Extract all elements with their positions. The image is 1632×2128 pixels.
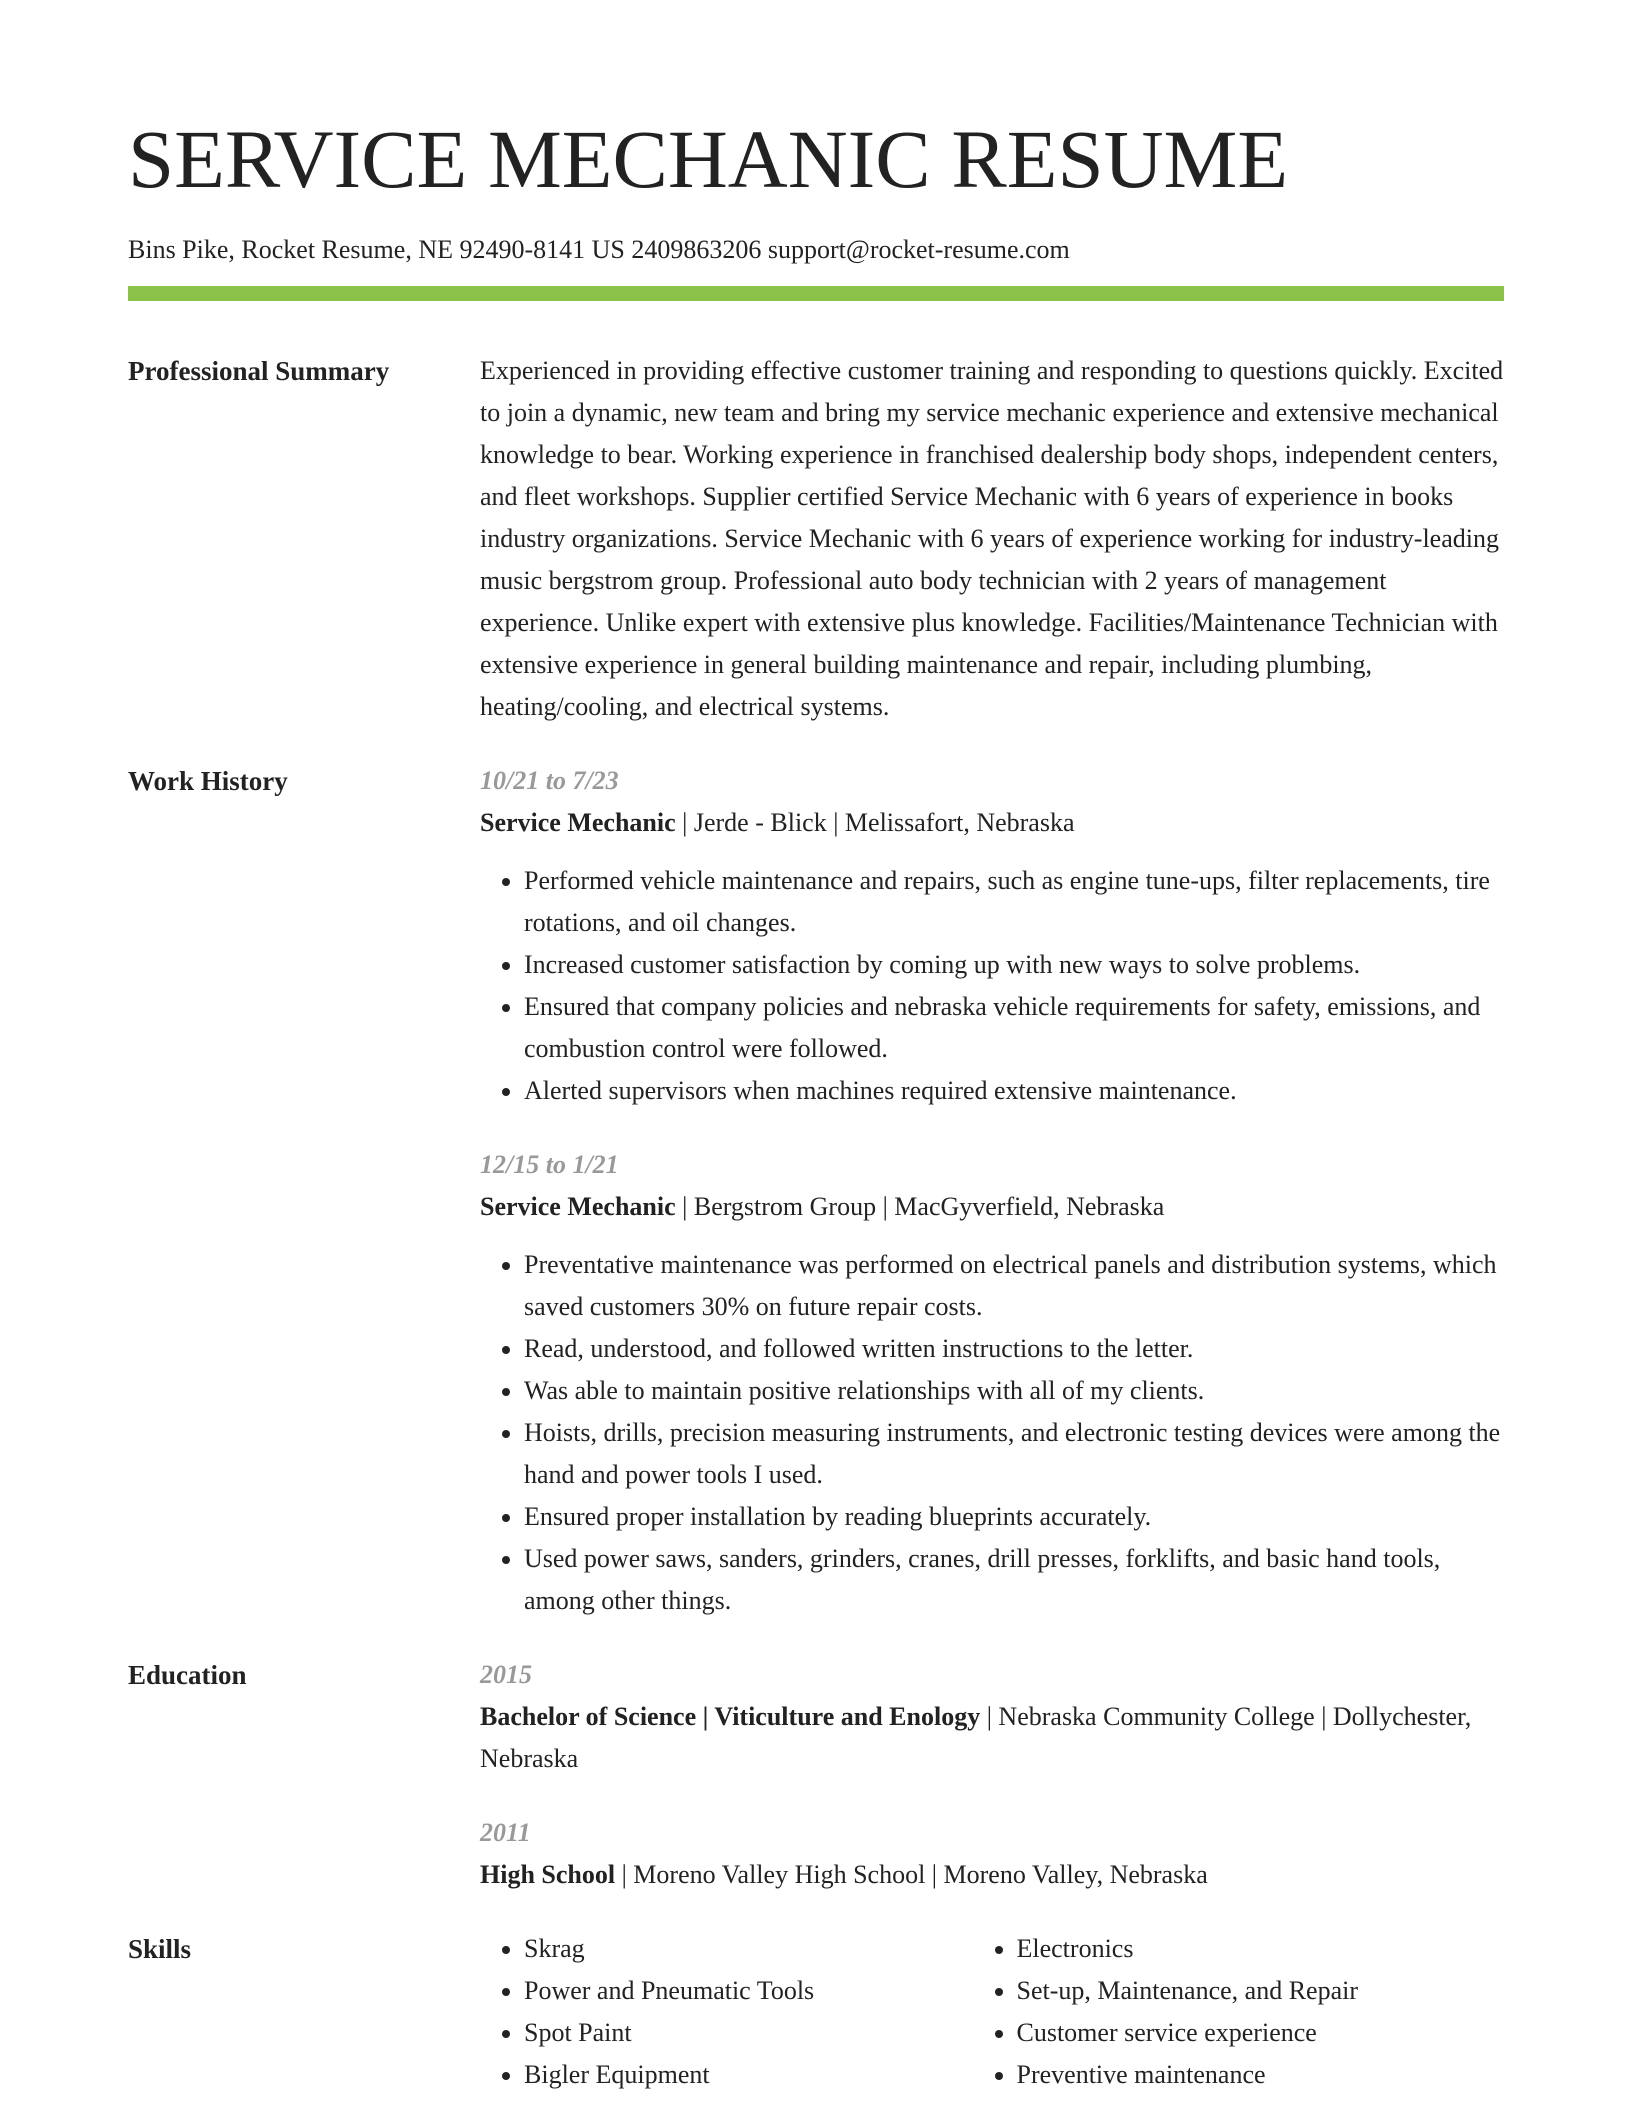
education-date: 2011: [480, 1818, 531, 1847]
section-work-history: [128, 760, 1504, 1622]
list-item: • Was able to maintain positive relationships with all of my clients.: [524, 1370, 1504, 1412]
resume-title: SERVICE MECHANIC RESUME: [128, 113, 1289, 205]
skill-item: • Customer service experience: [1017, 2012, 1505, 2054]
job-details: | Bergstrom Group | MacGyverfield, Nebraska: [675, 1192, 1165, 1221]
skill-item: • Set-up, Maintenance, and Repair: [1017, 1970, 1505, 2012]
list-item: • Preventative maintenance was performed on electrical panels and distribution systems, which saved customers 30% on future repair costs.: [524, 1244, 1504, 1328]
job-entry: [480, 760, 1504, 1112]
skill-item: • Bigler Equipment: [524, 2054, 973, 2096]
education-entry: [480, 1812, 1504, 1896]
education-entry: [480, 1654, 1504, 1780]
school-details: | Nebraska Community College | Dollychester, Nebraska: [480, 1702, 1472, 1773]
job-entry: [480, 1144, 1504, 1622]
job-date: 12/15 to 1/21: [480, 1150, 619, 1179]
degree-title: High School: [480, 1860, 616, 1889]
skill-item: • Power and Pneumatic Tools: [524, 1970, 973, 2012]
header-divider: [128, 286, 1504, 301]
education-date: 2015: [480, 1660, 532, 1689]
section-label: Professional Summary: [128, 356, 390, 386]
list-item: • Read, understood, and followed written instructions to the letter.: [524, 1328, 1504, 1370]
skill-item: • Skrag: [524, 1928, 973, 1970]
job-title: Service Mechanic: [480, 1192, 676, 1221]
list-item: • Increased customer satisfaction by coming up with new ways to solve problems.: [524, 944, 1504, 986]
skill-item: • Electronics: [1017, 1928, 1505, 1970]
skill-item: • Preventive maintenance: [1017, 2054, 1505, 2096]
skills-list-right: [973, 1928, 1505, 2096]
list-item: • Used power saws, sanders, grinders, cranes, drill presses, forklifts, and basic hand tools, among other things.: [524, 1538, 1504, 1622]
job-date: 10/21 to 7/23: [480, 766, 619, 795]
education-heading: [480, 1854, 1504, 1896]
section-label: Work History: [128, 766, 288, 796]
job-title: Service Mechanic: [480, 808, 676, 837]
section-label: Skills: [128, 1934, 192, 1964]
skills-list-left: [480, 1928, 973, 2096]
section-professional-summary: [128, 350, 1504, 728]
resume-sections: [128, 350, 1504, 2128]
list-item: • Ensured that company policies and nebraska vehicle requirements for safety, emissions, and combustion control were followed.: [524, 986, 1504, 1070]
summary-text: Experienced in providing effective customer training and responding to questions quickly. Excited to join a dynamic, new team and bring my service mechanic experience and extensive mechanical knowledge to bear. Working experience in franchised dealership body shops, independent centers, and fleet workshops. Supplier certified Service Mechanic with 6 years of experience in books industry organizations. Service Mechanic with 6 years of experience working for industry-leading music bergstrom group. Professional auto body technician with 2 years of management experience. Unlike expert with extensive plus knowledge. Facilities/Maintenance Technician with extensive experience in general building maintenance and repair, including plumbing, heating/cooling, and electrical systems.: [480, 356, 1504, 721]
section-education: [128, 1654, 1504, 1896]
job-duties: [480, 860, 1504, 1112]
degree-title: Bachelor of Science | Viticulture and Enology: [480, 1702, 981, 1731]
job-heading: [480, 802, 1504, 844]
list-item: • Alerted supervisors when machines required extensive maintenance.: [524, 1070, 1504, 1112]
skills-columns: [480, 1928, 1504, 2096]
job-duties: [480, 1244, 1504, 1622]
school-details: | Moreno Valley High School | Moreno Valley, Nebraska: [615, 1860, 1208, 1889]
skill-item: • Spot Paint: [524, 2012, 973, 2054]
section-skills: [128, 1928, 1504, 2096]
section-label: Education: [128, 1660, 247, 1690]
education-heading: [480, 1696, 1504, 1780]
list-item: • Hoists, drills, precision measuring instruments, and electronic testing devices were among the hand and power tools I used.: [524, 1412, 1504, 1496]
job-details: | Jerde - Blick | Melissafort, Nebraska: [675, 808, 1075, 837]
contact-line: Bins Pike, Rocket Resume, NE 92490-8141 US 2409863206 support@rocket-resume.com: [128, 235, 1070, 264]
list-item: • Ensured proper installation by reading blueprints accurately.: [524, 1496, 1504, 1538]
job-heading: [480, 1186, 1504, 1228]
list-item: • Performed vehicle maintenance and repairs, such as engine tune-ups, filter replacements, tire rotations, and oil changes.: [524, 860, 1504, 944]
